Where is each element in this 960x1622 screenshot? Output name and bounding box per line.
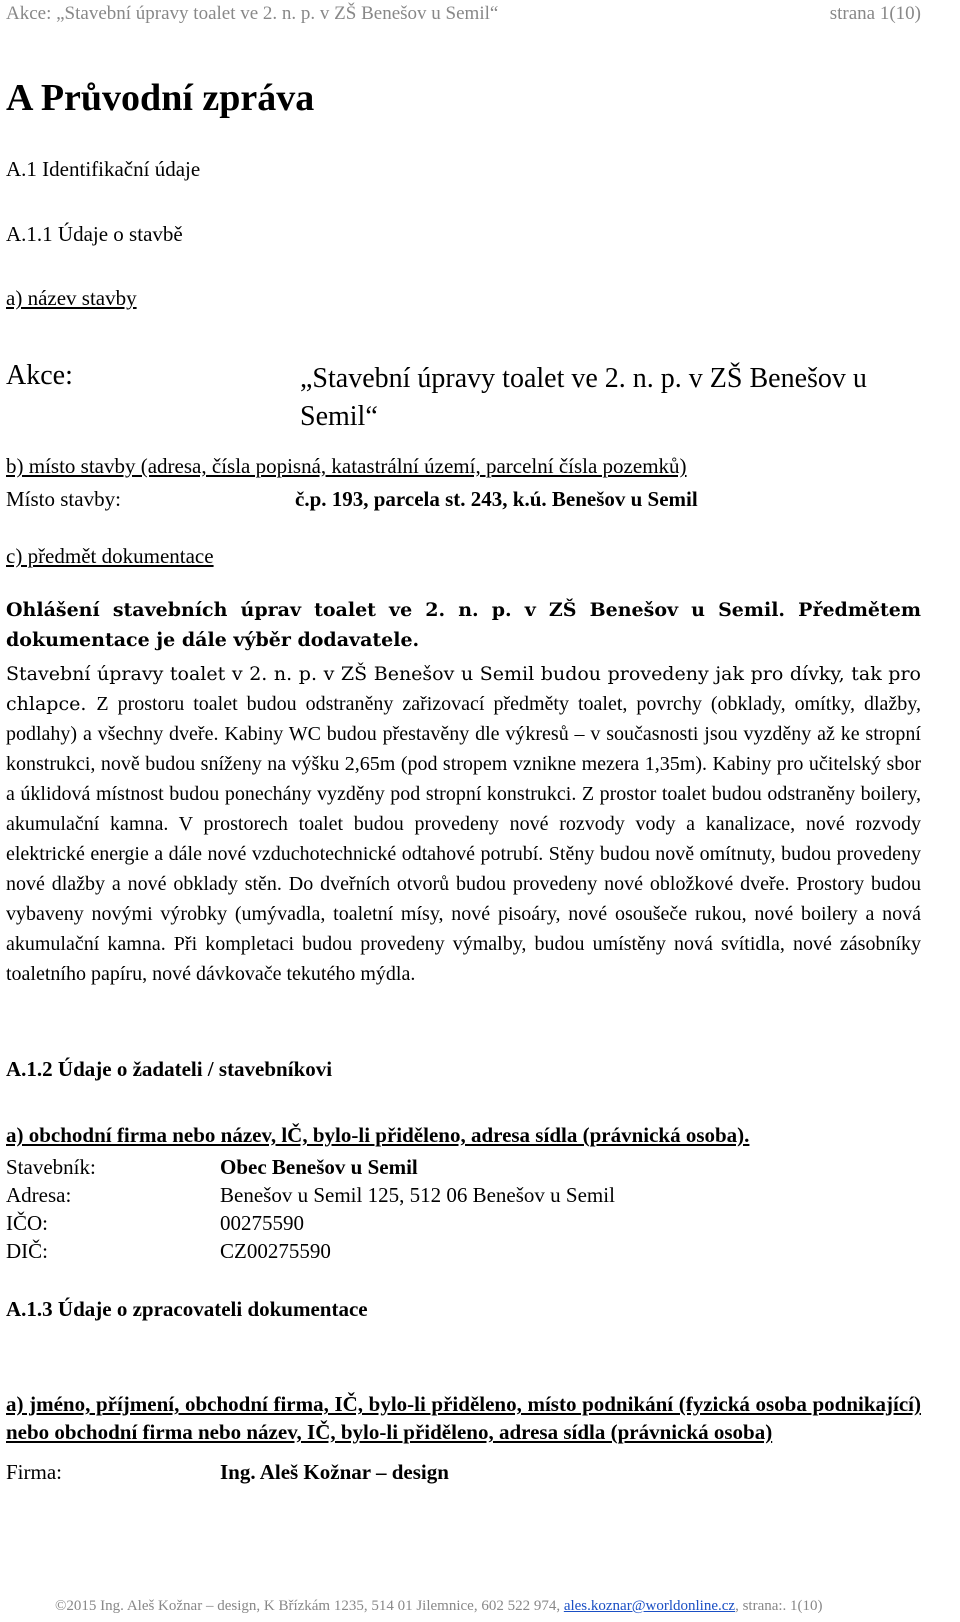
popis-body: Z prostoru toalet budou odstraněny zařizovací předměty toalet, povrchy (obklady, omítky, dlažby, podlahy) a všechny dveře. Kabiny WC budou přestavěny dle výkresů – v současnosti jsou vyzděny až ke stropní konstrukci, nově budou sníženy na výšku 2,65m (pod stropem vznikne mezera 1,35m). Kabiny pro učitelský sbor a úklidová místnost budou ponechány vyzděny pod stropní konstrukci. Z prostor toalet budou odstraněny boilery, akumulační kamna. V prostorech toalet budou provedeny nové rozvody vody a kanalizace, nové rozvody elektrické energie a dále nové vzduchotechnické odtahové potrubí. Stěny budou nově omítnuty, budou provedeny nové dlažby a nové obklady stěn. Do dveřních otvorů budou provedeny nové obložkové dveře. Prostory budou vybaveny novými výrobky (umývadla, toaletní mísy, nové pisoáry, nové osoušeče rukou, nové boilery a nová akumulační kamna. Při kompletaci budou provedeny výmalby, budou umístěny nová svítidla, nové zásobníky toaletního papíru, nové dávkovače tekutého mýdla.	[6, 693, 921, 985]
subsection-predmet: c) předmět dokumentace	[6, 544, 214, 568]
header-title: Akce: „Stavební úpravy toalet ve 2. n. p. v ZŠ Benešov u Semil“	[6, 3, 499, 24]
footer-text: ©2015 Ing. Aleš Kožnar – design, K Břízkám 1235, 514 01 Jilemnice, 602 522 974,	[55, 1598, 564, 1614]
misto-label: Místo stavby:	[6, 487, 121, 511]
stavebnik-label: Stavebník:	[6, 1155, 96, 1179]
akce-label: Akce:	[6, 360, 73, 391]
stavebnik-value: Obec Benešov u Semil	[220, 1155, 418, 1179]
subsection-zpracovatel: a) jméno, příjmení, obchodní firma, IČ, bylo-li přiděleno, místo podnikání (fyzická osoba podnikající) nebo obchodní firma nebo název, IČ, bylo-li přiděleno, adresa sídla (právnická osoba)	[6, 1392, 921, 1444]
adresa-value: Benešov u Semil 125, 512 06 Benešov u Semil	[220, 1183, 615, 1207]
predmet-text: Ohlášení stavebních úprav toalet ve 2. n. p. v ZŠ Benešov u Semil. Předmětem dokumentace je dále výběr dodavatele.	[6, 599, 921, 651]
footer-page: , strana:. 1(10)	[735, 1598, 823, 1614]
subsection-misto-stavby: b) místo stavby (adresa, čísla popisná, katastrální území, parcelní čísla pozemků)	[6, 454, 687, 478]
dic-label: DIČ:	[6, 1239, 48, 1263]
firma-value: Ing. Aleš Kožnar – design	[220, 1460, 449, 1484]
popis-paragraph	[6, 659, 921, 989]
section-a12-heading: A.1.2 Údaje o žadateli / stavebníkovi	[6, 1057, 333, 1081]
header-page-number: strana 1(10)	[829, 3, 921, 24]
section-a11-heading: A.1.1 Údaje o stavbě	[6, 222, 183, 246]
footer-email-link[interactable]: ales.koznar@worldonline.cz	[563, 1598, 736, 1614]
page-header	[6, 3, 921, 25]
document-title: A Průvodní zpráva	[6, 77, 315, 119]
section-a13-heading: A.1.3 Údaje o zpracovateli dokumentace	[6, 1297, 368, 1321]
section-a1-heading: A.1 Identifikační údaje	[6, 157, 201, 181]
adresa-label: Adresa:	[6, 1183, 72, 1207]
subsection-nazev-stavby: a) název stavby	[6, 286, 137, 310]
ico-label: IČO:	[6, 1211, 48, 1235]
akce-value: „Stavební úpravy toalet ve 2. n. p. v ZŠ Benešov u Semil“	[300, 363, 867, 432]
subsection-obchodni-firma: a) obchodní firma nebo název, lČ, bylo-li přiděleno, adresa sídla (právnická osoba).	[6, 1123, 750, 1147]
popis-first-sentence: Stavební úpravy toalet v 2. n. p. v ZŠ Benešov u Semil budou provedeny jak pro dívky, tak pro chlapce.	[6, 663, 921, 715]
dic-value: CZ00275590	[220, 1239, 331, 1263]
misto-value: č.p. 193, parcela st. 243, k.ú. Benešov u Semil	[295, 487, 698, 511]
ico-value: 00275590	[220, 1211, 304, 1235]
firma-label: Firma:	[6, 1460, 62, 1484]
page-footer	[55, 1598, 823, 1615]
